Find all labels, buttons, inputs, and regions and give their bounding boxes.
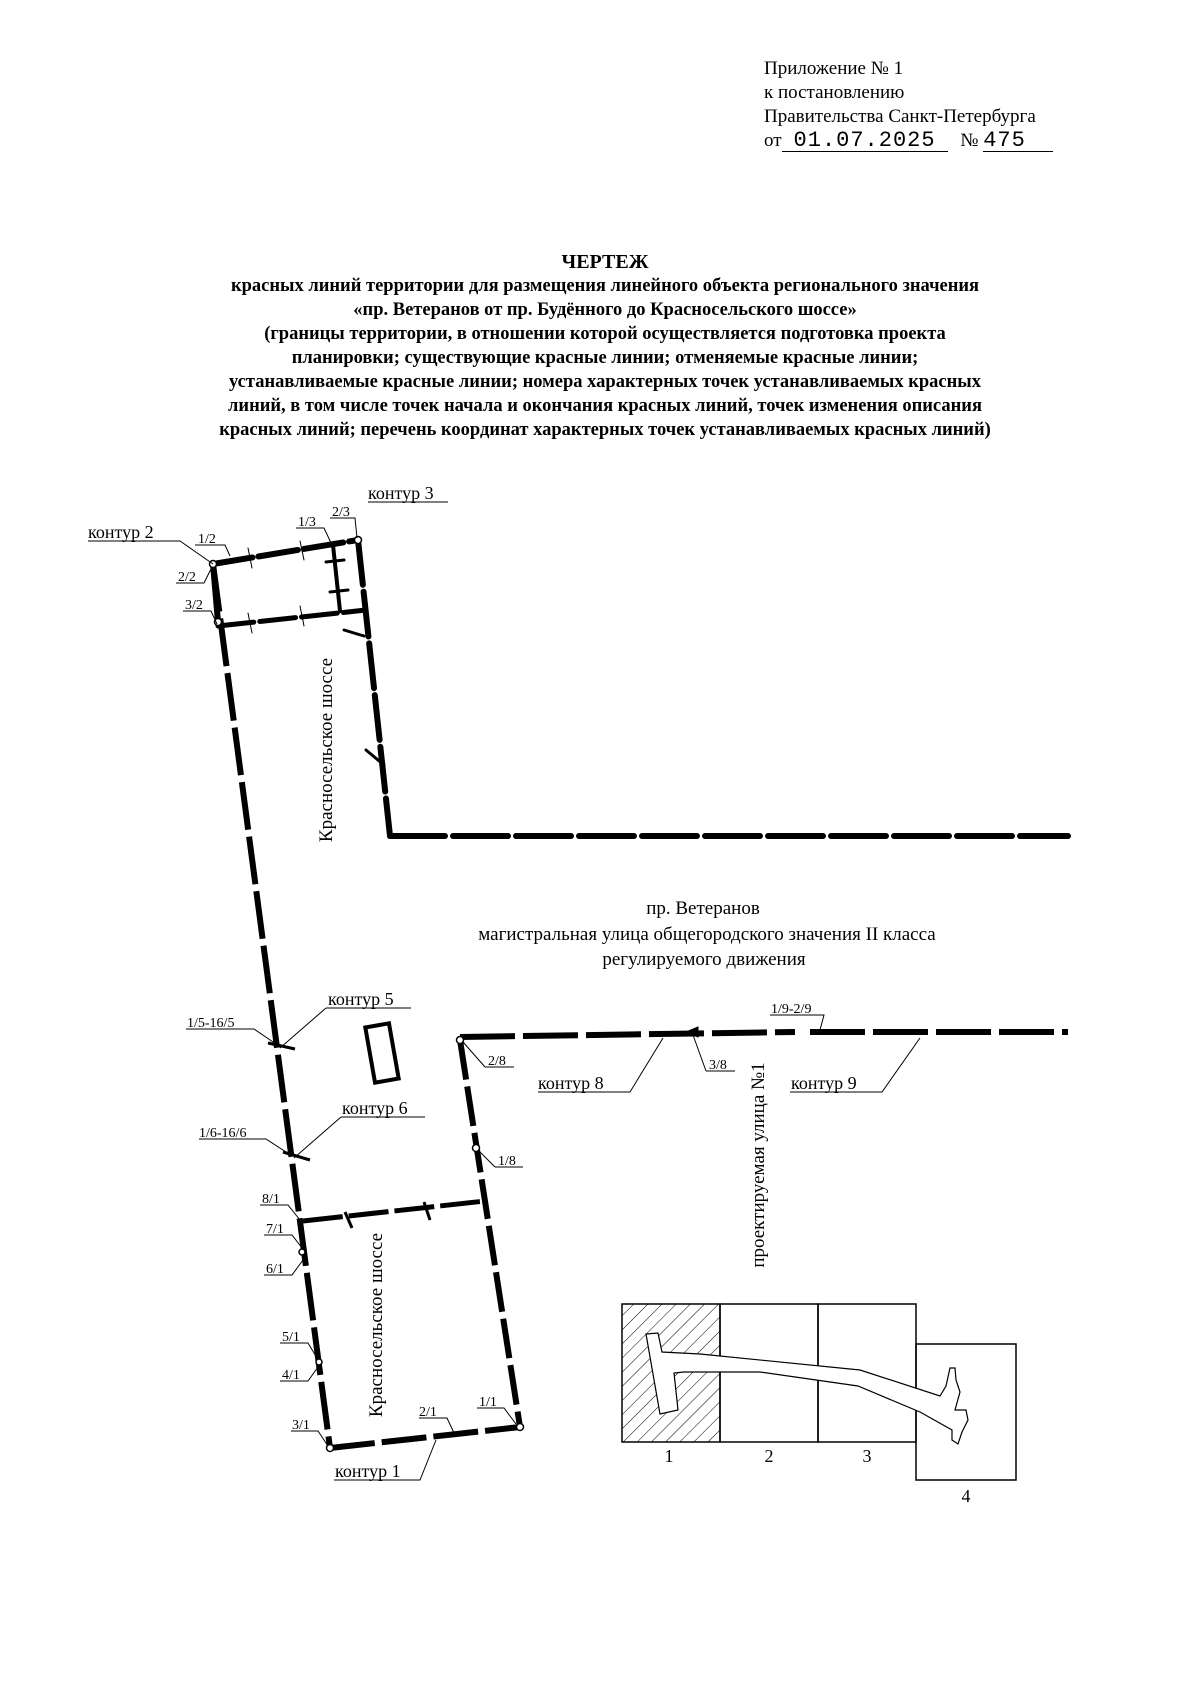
title-heading: ЧЕРТЕЖ [561, 251, 649, 273]
point-label: 2/8 [488, 1054, 506, 1069]
contour-9-label: контур 9 [791, 1073, 857, 1093]
point-label: 3/8 [709, 1058, 727, 1073]
title-line: линий, в том числе точек начала и окончания красных линий, точек изменения описания [228, 396, 982, 416]
point-label: 8/1 [262, 1192, 280, 1207]
krasnoselskoe-label-north: Красносельское шоссе [316, 657, 337, 843]
point-label: 1/5-16/5 [187, 1016, 235, 1031]
point-label: 1/2 [198, 532, 216, 547]
document-date: 01.07.2025 [782, 131, 948, 152]
point-label: 1/6-16/6 [199, 1126, 247, 1141]
title-line: красных линий территории для размещения линейного объекта регионального значения [230, 276, 980, 296]
krasnoselskoe-label-south: Красносельское шоссе [366, 1232, 387, 1418]
sheet-number: 3 [862, 1446, 872, 1466]
contour-2-label: контур 2 [88, 522, 154, 542]
sheet-number: 4 [961, 1486, 971, 1506]
point-label: 2/1 [419, 1405, 437, 1420]
point-label: 1/1 [479, 1395, 497, 1410]
contour-3-label: контур 3 [368, 483, 434, 503]
title-line: красных линий; перечень координат характерных точек устанавливаемых красных линий) [219, 420, 991, 440]
document-number: 475 [983, 131, 1053, 152]
contour-8-label: контур 8 [538, 1073, 604, 1093]
resolution-label: к постановлению [764, 82, 905, 103]
government-label: Правительства Санкт-Петербурга [764, 106, 1036, 127]
point-label: 6/1 [266, 1262, 284, 1277]
number-prefix: № [960, 130, 979, 151]
title-line: (границы территории, в отношении которой осуществляется подготовка проекта [264, 324, 946, 344]
date-prefix: от [764, 130, 782, 151]
veteranov-class-label: магистральная улица общегородского значения II класса [478, 924, 936, 945]
sheet-index-numbers [665, 1446, 971, 1506]
point-label: 7/1 [266, 1222, 284, 1237]
south-veteranov-line [460, 1027, 1068, 1037]
contour-6-label: контур 6 [342, 1098, 408, 1118]
veteranov-regulation-label: регулируемого движения [602, 949, 806, 970]
contour-1-label: контур 1 [335, 1461, 401, 1481]
point-label: 3/2 [185, 598, 203, 613]
point-label: 3/1 [292, 1418, 310, 1433]
point-label: 4/1 [282, 1368, 300, 1383]
point-label: 1/9-2/9 [771, 1002, 812, 1017]
title-line: устанавливаемые красные линии; номера характерных точек устанавливаемых красных [228, 372, 981, 392]
title-line: планировки; существующие красные линии; отменяемые красные линии; [291, 348, 919, 368]
point-label: 5/1 [282, 1330, 300, 1345]
projected-street-label: проектируемая улица №1 [748, 1062, 769, 1268]
sheet-number: 2 [764, 1446, 774, 1466]
west-red-line [213, 564, 330, 1448]
contour-5-shape [365, 1023, 398, 1082]
title-line: «пр. Ветеранов от пр. Будённого до Красносельского шоссе» [353, 300, 857, 320]
contour-5-label: контур 5 [328, 989, 394, 1009]
contour-labels [88, 483, 857, 1481]
point-label: 2/2 [178, 570, 196, 585]
veteranov-label: пр. Ветеранов [646, 898, 760, 919]
point-label: 1/3 [298, 515, 316, 530]
point-label: 1/8 [498, 1154, 516, 1169]
contour-2-3-lines [213, 540, 1068, 836]
contour-1-lines [303, 1040, 520, 1448]
appendix-label: Приложение № 1 [764, 58, 904, 79]
sheet-index-diagram [622, 1304, 1016, 1480]
point-label: 2/3 [332, 505, 350, 520]
sheet-number: 1 [664, 1446, 674, 1466]
